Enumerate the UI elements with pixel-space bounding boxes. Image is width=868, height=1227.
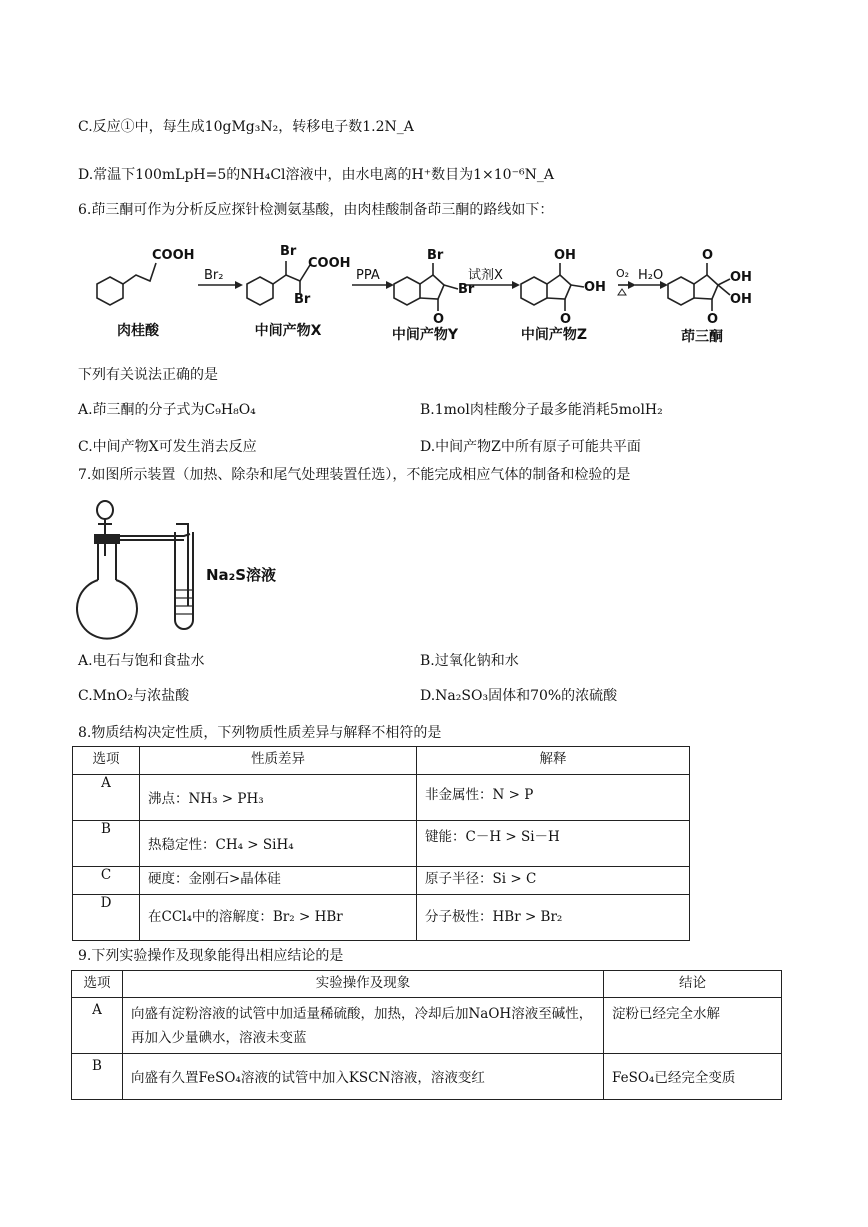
table-header-cell: 解释 <box>417 747 690 775</box>
table-cell: C <box>73 867 140 895</box>
table-cell: D <box>73 895 140 941</box>
reagent-o2: O₂ <box>616 267 630 280</box>
na2s-label: Na₂S溶液 <box>206 566 277 584</box>
o-label: O <box>560 312 572 327</box>
q6-prompt: 下列有关说法正确的是 <box>78 367 218 383</box>
br-label: Br <box>427 248 444 263</box>
cooh-label: COOH <box>152 248 195 263</box>
table-row <box>73 895 690 941</box>
table-row <box>72 998 782 1054</box>
reaction-scheme <box>80 237 760 349</box>
table-cell: A <box>72 998 123 1054</box>
table-cell: 原子半径：Si > C <box>417 867 690 895</box>
q8-stem: 8.物质结构决定性质，下列物质性质差异与解释不相符的是 <box>78 725 442 741</box>
table-header-row <box>73 747 690 775</box>
table-row <box>72 1054 782 1100</box>
table-cell: B <box>72 1054 123 1100</box>
o-label: O <box>707 312 719 327</box>
benzene-ring-2 <box>247 277 273 305</box>
name-intermediate-z: 中间产物Z <box>520 327 588 343</box>
reagent-x: 试剂X <box>468 268 503 283</box>
table-cell: B <box>73 821 140 867</box>
table-cell: 分子极性：HBr > Br₂ <box>417 895 690 941</box>
q6-option-b: B.1mol肉桂酸分子最多能消耗5molH₂ <box>420 402 663 418</box>
stopper <box>94 534 120 544</box>
table-cell: 淀粉已经完全水解 <box>604 998 782 1054</box>
table-cell: A <box>73 775 140 821</box>
oh-label: OH <box>730 270 752 285</box>
q8-table <box>72 746 690 941</box>
q9-stem: 9.下列实验操作及现象能得出相应结论的是 <box>78 948 344 964</box>
apparatus-diagram <box>76 494 296 642</box>
table-header-row <box>72 971 782 998</box>
br-label: Br <box>458 282 475 297</box>
q6-option-d: D.中间产物Z中所有原子可能共平面 <box>420 439 641 455</box>
benzene-ring-4 <box>521 277 547 305</box>
q7-option-c: C.MnO₂与浓盐酸 <box>78 688 190 704</box>
name-intermediate-x: 中间产物X <box>254 323 322 339</box>
table-cell: 非金属性：N > P <box>417 775 690 821</box>
benzene-ring-5 <box>668 277 694 305</box>
benzene-ring-3 <box>394 277 420 305</box>
table-cell: 向盛有久置FeSO₄溶液的试管中加入KSCN溶液，溶液变红 <box>123 1054 604 1100</box>
benzene-ring-1 <box>97 277 123 305</box>
reagent-br2: Br₂ <box>204 268 224 283</box>
table-cell: 沸点：NH₃ > PH₃ <box>140 775 417 821</box>
br-label: Br <box>280 244 297 259</box>
table-header-cell: 选项 <box>72 971 123 998</box>
q7-option-d: D.Na₂SO₃固体和70%的浓硫酸 <box>420 688 618 704</box>
q9-table <box>71 970 782 1100</box>
q7-stem: 7.如图所示装置（加热、除杂和尾气处理装置任选），不能完成相应气体的制备和检验的是 <box>78 467 631 483</box>
reagent-h2o: H₂O <box>638 268 664 283</box>
name-cinnamic-acid: 肉桂酸 <box>117 323 159 339</box>
table-row <box>73 867 690 895</box>
q6-stem: 6.茚三酮可作为分析反应探针检测氨基酸，由肉桂酸制备茚三酮的路线如下： <box>78 202 554 218</box>
table-cell: 键能：C－H > Si－H <box>417 821 690 867</box>
o-label: O <box>433 312 445 327</box>
oh-label: OH <box>554 248 576 263</box>
table-cell: FeSO₄已经完全变质 <box>604 1054 782 1100</box>
table-header-cell: 选项 <box>73 747 140 775</box>
q6-option-a: A.茚三酮的分子式为C₉H₈O₄ <box>78 402 256 418</box>
q5-option-c: C.反应①中，每生成10gMg₃N₂，转移电子数1.2N_A <box>78 119 414 135</box>
table-cell: 硬度：金刚石>晶体硅 <box>140 867 417 895</box>
table-cell: 在CCl₄中的溶解度：Br₂ > HBr <box>140 895 417 941</box>
name-ninhydrin: 茚三酮 <box>681 329 723 345</box>
table-row <box>73 775 690 821</box>
q6-option-c: C.中间产物X可发生消去反应 <box>78 439 257 455</box>
table-cell: 向盛有淀粉溶液的试管中加适量稀硫酸，加热，冷却后加NaOH溶液至碱性，再加入少量碘水，溶液未变蓝 <box>123 998 604 1054</box>
table-header-cell: 结论 <box>604 971 782 998</box>
cooh-label: COOH <box>308 256 351 271</box>
name-intermediate-y: 中间产物Y <box>391 327 459 343</box>
reagent-ppa: PPA <box>356 268 380 283</box>
table-row <box>73 821 690 867</box>
br-label: Br <box>294 292 311 307</box>
q7-option-a: A.电石与饱和食盐水 <box>78 653 205 669</box>
table-header-cell: 性质差异 <box>140 747 417 775</box>
oh-label: OH <box>730 292 752 307</box>
oh-label: OH <box>584 280 606 295</box>
table-cell: 热稳定性：CH₄ > SiH₄ <box>140 821 417 867</box>
q5-option-d: D.常温下100mLpH=5的NH₄Cl溶液中，由水电离的H⁺数目为1×10⁻⁶N_A <box>78 167 554 183</box>
table-header-cell: 实验操作及现象 <box>123 971 604 998</box>
q7-option-b: B.过氧化钠和水 <box>420 653 519 669</box>
o-label: O <box>702 248 714 263</box>
